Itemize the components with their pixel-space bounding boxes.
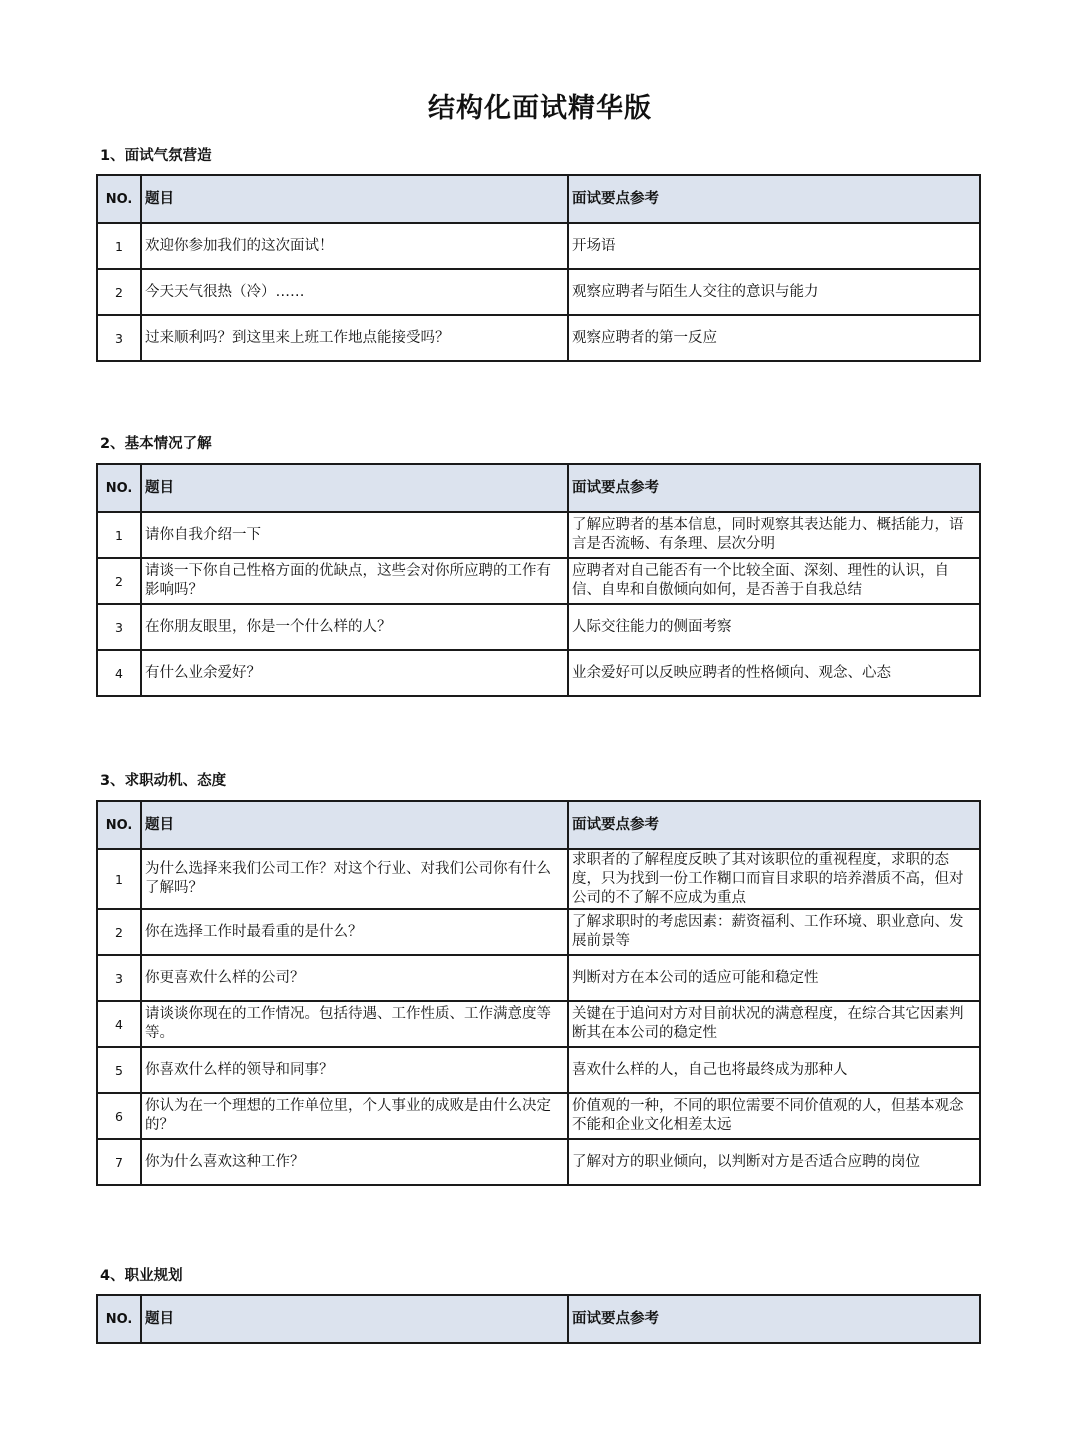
row-number: 3 [97,604,141,650]
column-header-no: NO. [97,801,141,849]
column-header-question: 题目 [141,175,568,223]
table-row [97,558,980,604]
question-cell: 你在选择工作时最看重的是什么？ [141,909,568,955]
table-atmosphere [96,174,981,362]
row-number: 1 [97,512,141,558]
reference-cell: 人际交往能力的侧面考察 [568,604,980,650]
reference-cell: 应聘者对自己能否有一个比较全面、深刻、理性的认识，自信、自卑和自傲倾向如何，是否善于自我总结 [568,558,980,604]
question-cell: 今天天气很热（冷）…… [141,269,568,315]
table-row [97,223,980,269]
row-number: 2 [97,558,141,604]
row-number: 7 [97,1139,141,1185]
column-header-no: NO. [97,1295,141,1343]
column-header-question: 题目 [141,801,568,849]
reference-cell: 观察应聘者与陌生人交往的意识与能力 [568,269,980,315]
row-number: 1 [97,223,141,269]
section-heading-career-plan: 4、职业规划 [100,1268,183,1284]
table-header-row [97,801,980,849]
reference-cell: 了解求职时的考虑因素：薪资福利、工作环境、职业意向、发展前景等 [568,909,980,955]
row-number: 1 [97,849,141,909]
question-cell: 你为什么喜欢这种工作？ [141,1139,568,1185]
table-row [97,650,980,696]
column-header-no: NO. [97,464,141,512]
column-header-reference: 面试要点参考 [568,801,980,849]
table-row [97,1093,980,1139]
reference-cell: 喜欢什么样的人，自己也将最终成为那种人 [568,1047,980,1093]
question-cell: 请你自我介绍一下 [141,512,568,558]
table-header-row [97,175,980,223]
table-row [97,315,980,361]
question-cell: 有什么业余爱好？ [141,650,568,696]
table-header-row [97,1295,980,1343]
reference-cell: 关键在于追问对方对目前状况的满意程度，在综合其它因素判断其在本公司的稳定性 [568,1001,980,1047]
table-basic-info [96,463,981,697]
reference-cell: 了解应聘者的基本信息，同时观察其表达能力、概括能力，语言是否流畅、有条理、层次分明 [568,512,980,558]
section-heading-atmosphere: 1、面试气氛营造 [100,148,212,164]
row-number: 6 [97,1093,141,1139]
reference-cell: 价值观的一种，不同的职位需要不同价值观的人，但基本观念不能和企业文化相差太远 [568,1093,980,1139]
section-heading-motivation: 3、求职动机、态度 [100,773,227,789]
table-row [97,512,980,558]
column-header-reference: 面试要点参考 [568,175,980,223]
column-header-question: 题目 [141,464,568,512]
row-number: 3 [97,315,141,361]
table-row [97,1001,980,1047]
table-header-row [97,464,980,512]
reference-cell: 了解对方的职业倾向，以判断对方是否适合应聘的岗位 [568,1139,980,1185]
row-number: 2 [97,269,141,315]
table-motivation [96,800,981,1186]
table-row [97,849,980,909]
column-header-reference: 面试要点参考 [568,1295,980,1343]
row-number: 4 [97,650,141,696]
page-title: 结构化面试精华版 [428,93,652,124]
row-number: 4 [97,1001,141,1047]
table-row [97,604,980,650]
reference-cell: 求职者的了解程度反映了其对该职位的重视程度，求职的态度，只为找到一份工作糊口而盲目求职的培养潜质不高，但对公司的不了解不应成为重点 [568,849,980,909]
table-row [97,269,980,315]
section-heading-basic-info: 2、基本情况了解 [100,436,212,452]
question-cell: 你喜欢什么样的领导和同事？ [141,1047,568,1093]
column-header-no: NO. [97,175,141,223]
question-cell: 欢迎你参加我们的这次面试！ [141,223,568,269]
question-cell: 过来顺利吗？到这里来上班工作地点能接受吗？ [141,315,568,361]
column-header-question: 题目 [141,1295,568,1343]
question-cell: 为什么选择来我们公司工作？对这个行业、对我们公司你有什么了解吗？ [141,849,568,909]
question-cell: 你认为在一个理想的工作单位里，个人事业的成败是由什么决定的？ [141,1093,568,1139]
row-number: 3 [97,955,141,1001]
table-row [97,955,980,1001]
row-number: 5 [97,1047,141,1093]
reference-cell: 观察应聘者的第一反应 [568,315,980,361]
table-career-plan [96,1294,981,1344]
table-row [97,1047,980,1093]
question-cell: 在你朋友眼里，你是一个什么样的人？ [141,604,568,650]
column-header-reference: 面试要点参考 [568,464,980,512]
reference-cell: 开场语 [568,223,980,269]
question-cell: 请谈一下你自己性格方面的优缺点，这些会对你所应聘的工作有影响吗？ [141,558,568,604]
table-row [97,1139,980,1185]
row-number: 2 [97,909,141,955]
reference-cell: 业余爱好可以反映应聘者的性格倾向、观念、心态 [568,650,980,696]
reference-cell: 判断对方在本公司的适应可能和稳定性 [568,955,980,1001]
question-cell: 你更喜欢什么样的公司？ [141,955,568,1001]
table-row [97,909,980,955]
question-cell: 请谈谈你现在的工作情况。包括待遇、工作性质、工作满意度等等。 [141,1001,568,1047]
